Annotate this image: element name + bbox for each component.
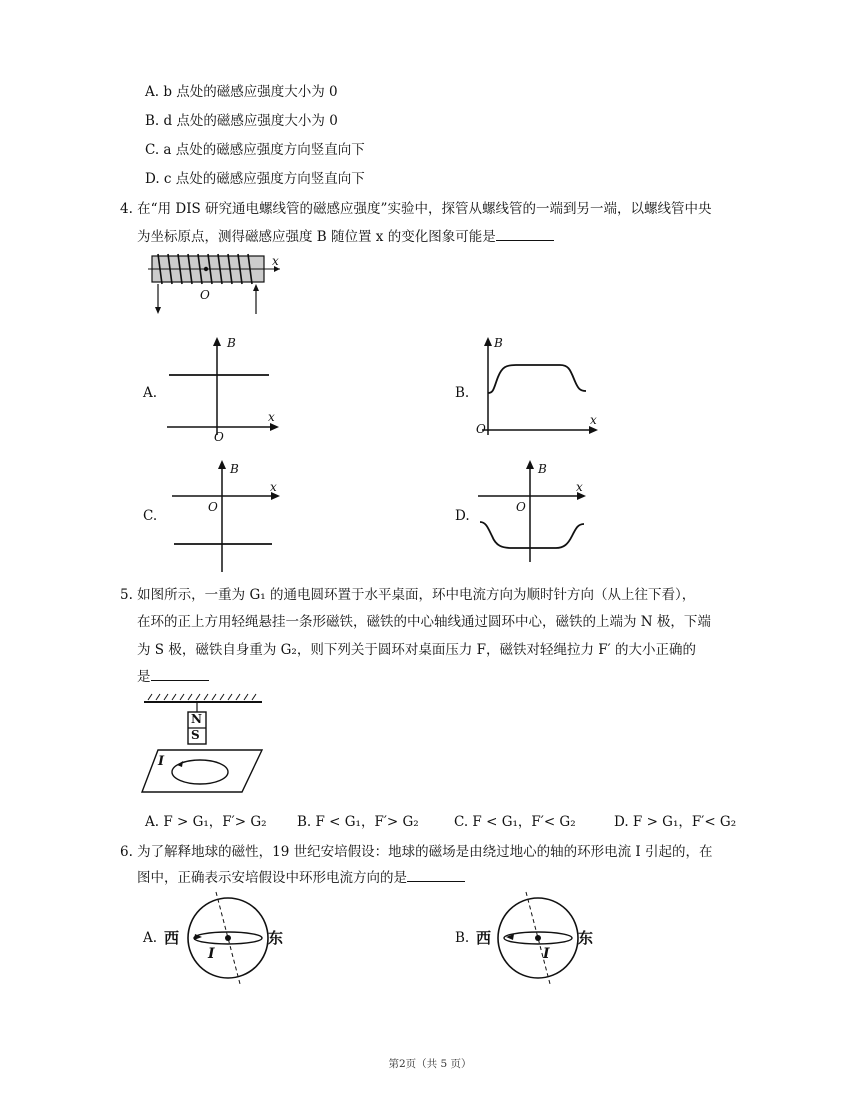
q6-fig-a-label: A. xyxy=(143,930,158,946)
answer-blank xyxy=(407,881,465,882)
graph-a-x-label: x xyxy=(268,410,275,424)
magnet-s-label: S xyxy=(191,728,200,742)
q4-stem-line2: 为坐标原点，测得磁感应强度 B 随位置 x 的变化图象可能是 xyxy=(137,225,554,245)
q4-graph-d-label: D. xyxy=(455,508,470,524)
q3-option-b: B. d 点处的磁感应强度大小为 0 xyxy=(145,113,338,129)
q6-stem-line1: 6. 为了解释地球的磁性，19 世纪安培假设：地球的磁场是由绕过地心的轴的环形电流 I 引起的，在 xyxy=(120,844,713,860)
graph-b-x-label: x xyxy=(590,413,597,427)
q3-option-d: D. c 点处的磁感应强度方向竖直向下 xyxy=(145,171,365,187)
q3-option-c: C. a 点处的磁感应强度方向竖直向下 xyxy=(145,142,365,158)
page-footer: 第2页（共 5 页） xyxy=(388,1058,472,1070)
q6-stem-line2: 图中，正确表示安培假设中环形电流方向的是 xyxy=(137,866,465,886)
q5-stem-line2: 在环的正上方用轻绳悬挂一条形磁铁，磁铁的中心轴线通过圆环中心，磁铁的上端为 N 极，下端 xyxy=(137,614,711,630)
q6-earth-figure-b xyxy=(494,892,584,984)
ring-current-label: I xyxy=(158,754,165,769)
q3-option-a: A. b 点处的磁感应强度大小为 0 xyxy=(145,84,338,100)
q5-option-d: D. F > G₁，F′< G₂ xyxy=(614,814,737,830)
q6-fig-a-west: 西 xyxy=(164,929,180,947)
graph-a-b-label: B xyxy=(227,336,236,350)
graph-b-b-label: B xyxy=(494,336,503,350)
q6-fig-b-east: 东 xyxy=(578,929,594,947)
q5-magnet-ring-figure xyxy=(140,692,270,797)
solenoid-origin-label: O xyxy=(200,288,210,302)
q4-graph-b-label: B. xyxy=(455,385,470,401)
q6-fig-b-west: 西 xyxy=(476,929,492,947)
q5-option-b: B. F < G₁，F′> G₂ xyxy=(297,814,419,830)
graph-d-b-label: B xyxy=(538,462,547,476)
graph-b-origin-label: O xyxy=(476,422,486,436)
q6-earth-figure-a xyxy=(184,892,274,984)
answer-blank xyxy=(496,240,554,241)
graph-c-b-label: B xyxy=(230,462,239,476)
q4-stem-line1: 4. 在“用 DIS 研究通电螺线管的磁感应强度”实验中，探管从螺线管的一端到另一端，以螺线管中央 xyxy=(120,201,712,217)
graph-c-origin-label: O xyxy=(208,500,218,514)
graph-d-origin-label: O xyxy=(516,500,526,514)
q5-stem-line4: 是 xyxy=(137,665,209,685)
q5-stem-line1: 5. 如图所示，一重为 G₁ 的通电圆环置于水平桌面，环中电流方向为顺时针方向（从上往下看）， xyxy=(120,587,696,603)
q4-graph-a-label: A. xyxy=(143,385,158,401)
solenoid-x-label: x xyxy=(272,254,279,268)
q5-option-c: C. F < G₁，F′< G₂ xyxy=(454,814,576,830)
q4-graph-b xyxy=(476,335,606,445)
q6-fig-a-east: 东 xyxy=(268,929,284,947)
graph-a-origin-label: O xyxy=(214,430,224,444)
q4-graph-c-label: C. xyxy=(143,508,158,524)
q6-fig-b-current: I xyxy=(543,946,550,962)
answer-blank xyxy=(151,680,209,681)
solenoid-figure xyxy=(148,252,288,320)
q4-graph-a xyxy=(165,335,285,445)
q4-graph-c xyxy=(170,458,290,578)
q5-stem-line3: 为 S 极，磁铁自身重为 G₂，则下列关于圆环对桌面压力 F，磁铁对轻绳拉力 F′ 的大小正确的 xyxy=(137,642,696,658)
q6-fig-b-label: B. xyxy=(455,930,470,946)
q4-graph-d xyxy=(476,458,596,568)
graph-c-x-label: x xyxy=(270,480,277,494)
q6-fig-a-current: I xyxy=(208,946,215,962)
q5-option-a: A. F > G₁，F′> G₂ xyxy=(145,814,267,830)
graph-d-x-label: x xyxy=(576,480,583,494)
magnet-n-label: N xyxy=(191,712,202,726)
